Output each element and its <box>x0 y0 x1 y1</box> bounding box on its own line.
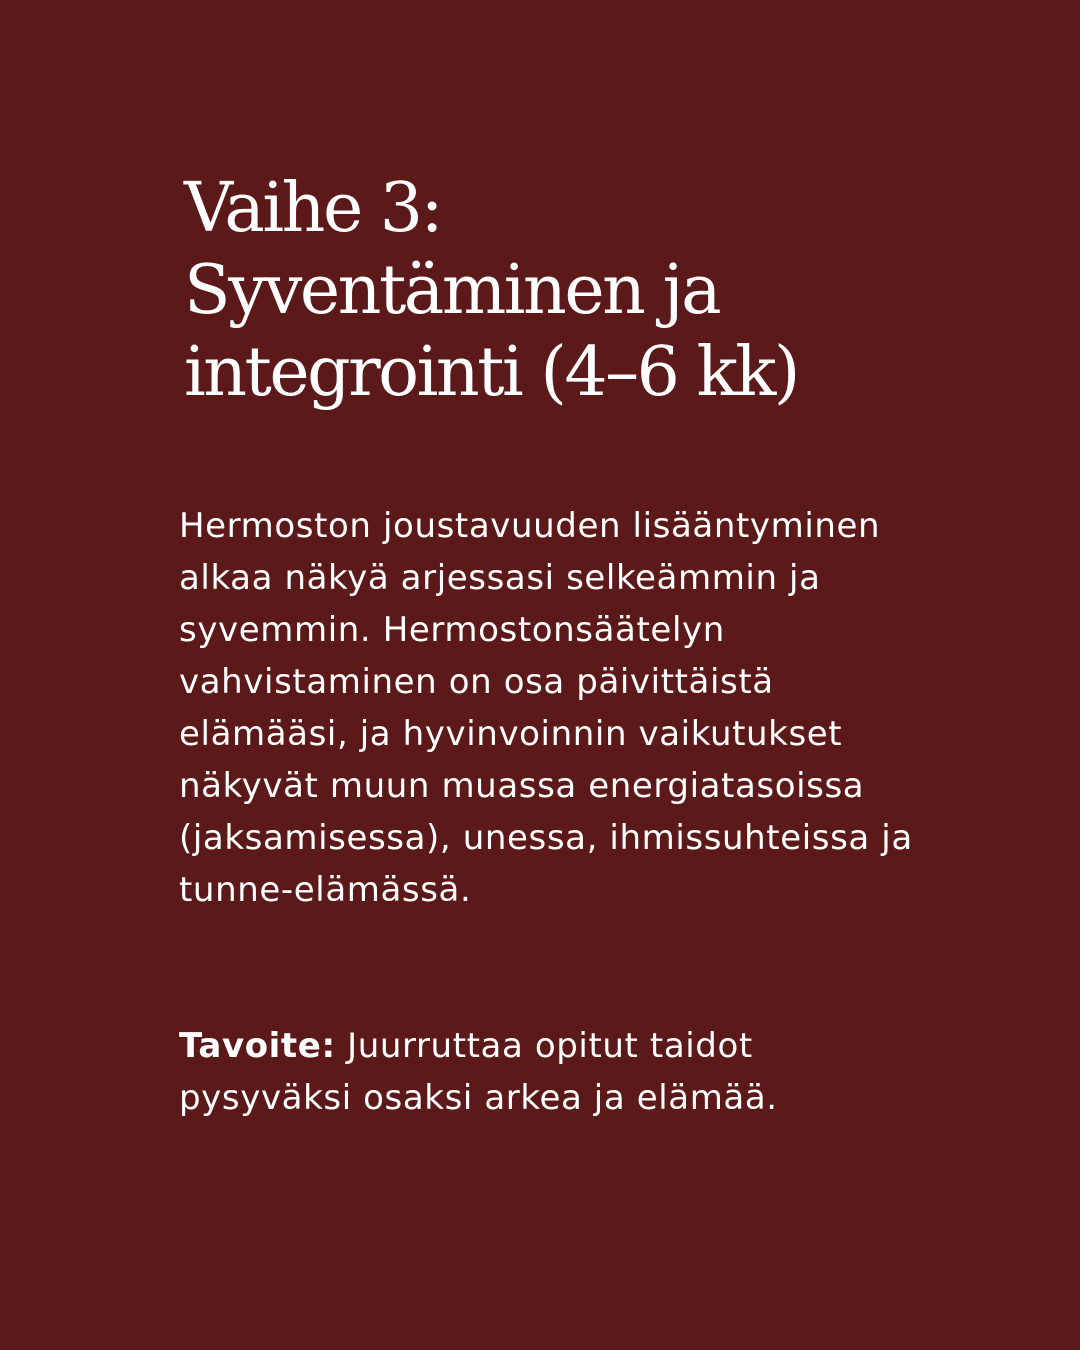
body-line: Hermoston joustavuuden lisääntyminen <box>179 506 881 546</box>
title-line: Syventäminen ja <box>184 251 720 330</box>
body-line: syvemmin. Hermostonsäätelyn <box>179 610 725 650</box>
body-line: tunne-elämässä. <box>179 870 472 910</box>
goal-paragraph <box>179 1020 979 1124</box>
title-line: integrointi (4–6 kk) <box>184 333 798 412</box>
body-line: alkaa näkyä arjessasi selkeämmin ja <box>179 558 821 598</box>
body-line: (jaksamisessa), unessa, ihmissuhteissa ja <box>179 818 913 858</box>
title-line: Vaihe 3: <box>184 169 441 248</box>
page-title <box>184 168 1004 414</box>
goal-line: pysyväksi osaksi arkea ja elämää. <box>179 1078 778 1118</box>
goal-line <box>179 1020 979 1072</box>
goal-text: Juurruttaa opitut taidot <box>347 1026 753 1066</box>
body-line: näkyvät muun muassa energiatasoissa <box>179 766 865 806</box>
body-line: vahvistaminen on osa päivittäistä <box>179 662 774 702</box>
body-line: elämääsi, ja hyvinvoinnin vaikutukset <box>179 714 843 754</box>
body-paragraph <box>179 500 979 916</box>
goal-label: Tavoite: <box>179 1026 336 1066</box>
